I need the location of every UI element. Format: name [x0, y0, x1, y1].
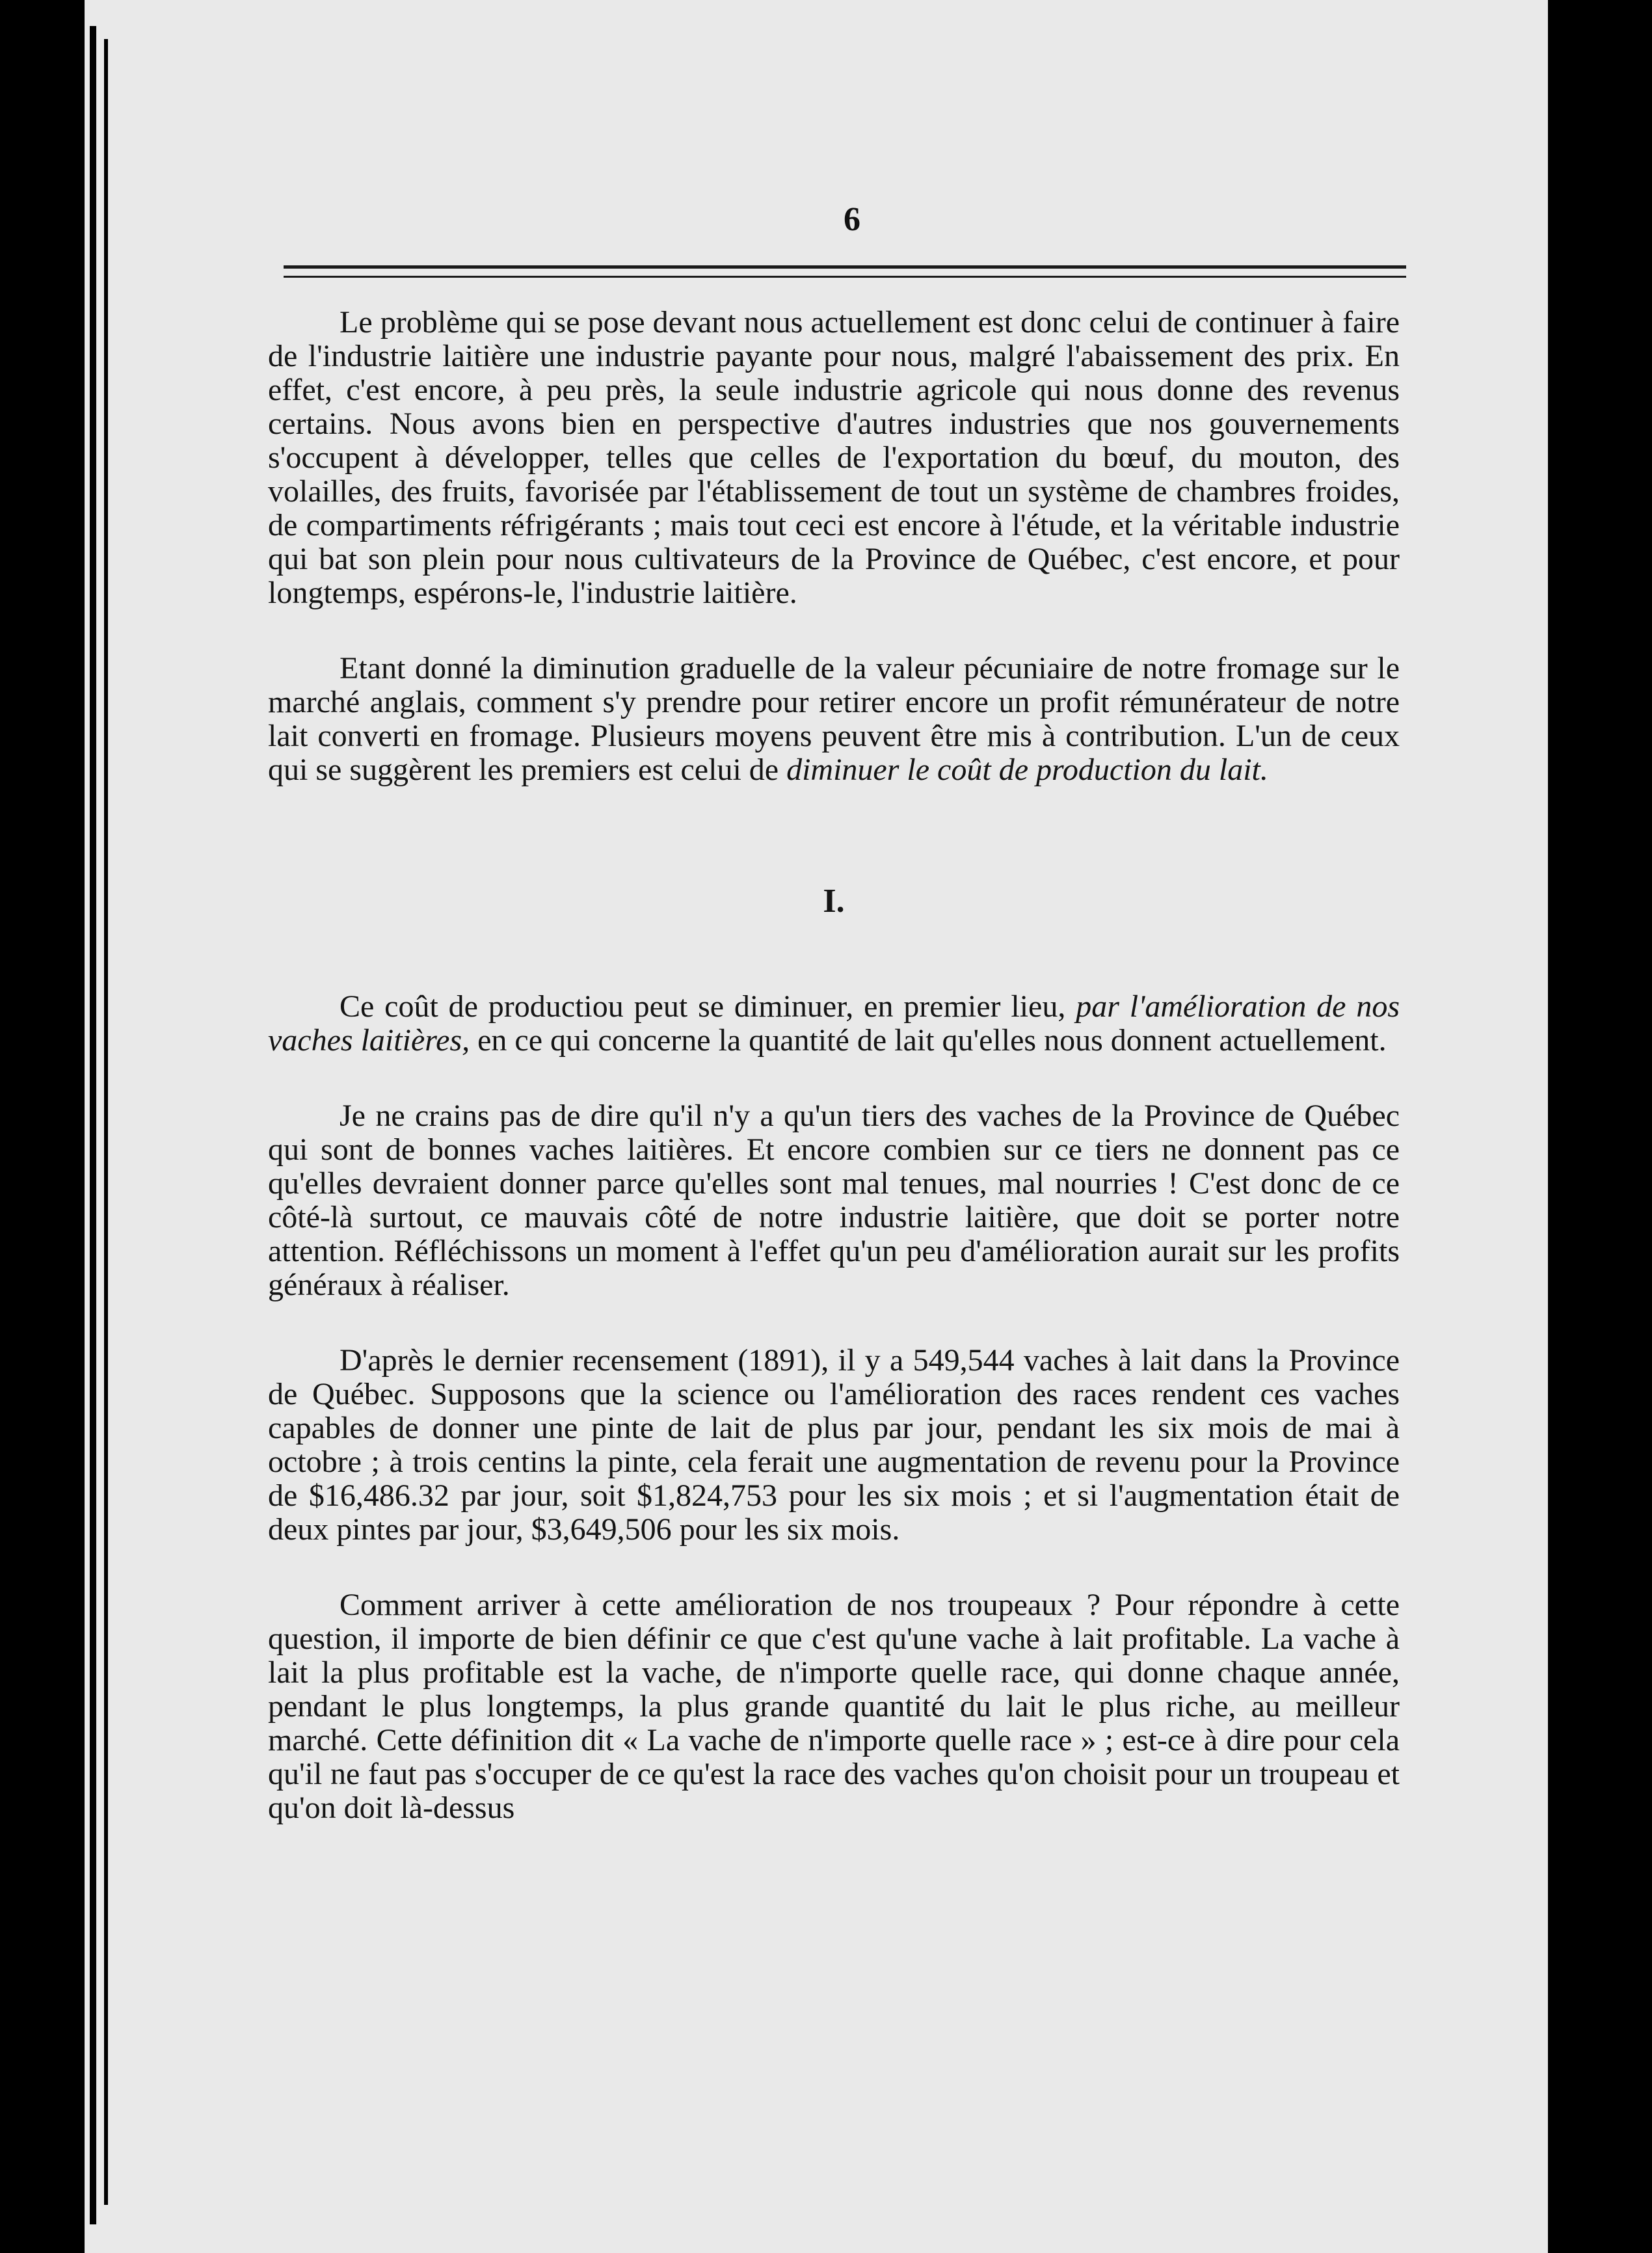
scan-edge-right-1: [1548, 0, 1553, 2253]
paragraph-3-text-start: Ce coût de productiou peut se diminuer, en premier lieu,: [340, 989, 1076, 1024]
scan-edge-left-4: [104, 39, 108, 2205]
section-heading: I.: [823, 883, 845, 920]
paragraph-3-text-end: en ce qui concerne la quantité de lait qu'elles nous donnent actuellement.: [470, 1023, 1387, 1058]
scan-speck: [20, 1591, 27, 1599]
scan-edge-right-2: [1560, 0, 1569, 2253]
header-rule-thick: [284, 265, 1406, 269]
paragraph-2: [268, 652, 1400, 787]
paragraph-2-text: Etant donné la diminution graduelle de la valeur pécuniaire de notre fromage sur le marché anglais, comment s'y prendre pour retirer encore un profit rémunérateur de notre lait converti en fromage. Plusieurs moyens peuvent être mis à contribution. L'un de ceux qui se suggèrent les premiers est celui de: [268, 651, 1400, 787]
paragraph-4: Je ne crains pas de dire qu'il n'y a qu'un tiers des vaches de la Province de Québec qui sont de bonnes vaches laitières. Et encore combien sur ce tiers ne donnent pas ce qu'elles devraient donner parce qu'elles sont mal tenues, mal nourries ! C'est donc de ce côté-là surtout, ce mauvais côté de notre industrie laitière, que doit se porter notre attention. Réfléchissons un moment à l'effet qu'un peu d'amélioration aurait sur les profits généraux à réaliser.: [268, 1099, 1400, 1302]
paragraph-2-emphasis: diminuer le coût de production du lait.: [786, 753, 1268, 787]
paragraph-5: D'après le dernier recensement (1891), il y a 549,544 vaches à lait dans la Province de Québec. Supposons que la science ou l'amélioration des races rendent ces vaches capables de donner une pinte de lait de plus par jour, pendant les six mois de mai à octobre ; à trois centins la pinte, cela ferait une augmentation de revenu pour la Province de $16,486.32 par jour, soit $1,824,753 pour les six mois ; et si l'augmentation était de deux pintes par jour, $3,649,506 pour les six mois.: [268, 1343, 1400, 1547]
paragraph-3-emphasis: par l'amélioration de nos vaches laitières,: [268, 989, 1400, 1058]
paragraph-3: [268, 990, 1400, 1058]
page-number: 6: [844, 201, 860, 238]
body-text: [268, 293, 1400, 1825]
header-rule-thin: [284, 276, 1406, 278]
scan-edge-left-2: [79, 0, 85, 2253]
scan-edge-left-1: [65, 0, 74, 2253]
paragraph-1: Le problème qui se pose devant nous actuellement est donc celui de continuer à faire de l'industrie laitière une industrie payante pour nous, malgré l'abaissement des prix. En effet, c'est encore, à peu près, la seule industrie agricole qui nous donne des revenus certains. Nous avons bien en perspective d'autres industries que nos gouvernements s'occupent à développer, telles que celles de l'exportation du bœuf, du mouton, des volailles, des fruits, favorisée par l'établissement de tout un système de chambres froides, de compartiments réfrigérants ; mais tout ceci est encore à l'étude, et la véritable industrie qui bat son plein pour nous cultivateurs de la Province de Québec, c'est encore, et pour longtemps, espérons-le, l'industrie laitière.: [268, 305, 1400, 610]
paragraph-6: Comment arriver à cette amélioration de nos troupeaux ? Pour répondre à cette question, il importe de bien définir ce que c'est qu'une vache à lait profitable. La vache à lait la plus profitable est la vache, de n'importe quelle race, qui donne chaque année, pendant le plus longtemps, la plus grande quantité du lait le plus riche, au meilleur marché. Cette définition dit « La vache de n'importe quelle race » ; est-ce à dire pour cela qu'il ne faut pas s'occuper de ce qu'est la race des vaches qu'on choisit pour un troupeau et qu'on doit là-dessus: [268, 1588, 1400, 1825]
scan-edge-left-3: [90, 26, 96, 2224]
